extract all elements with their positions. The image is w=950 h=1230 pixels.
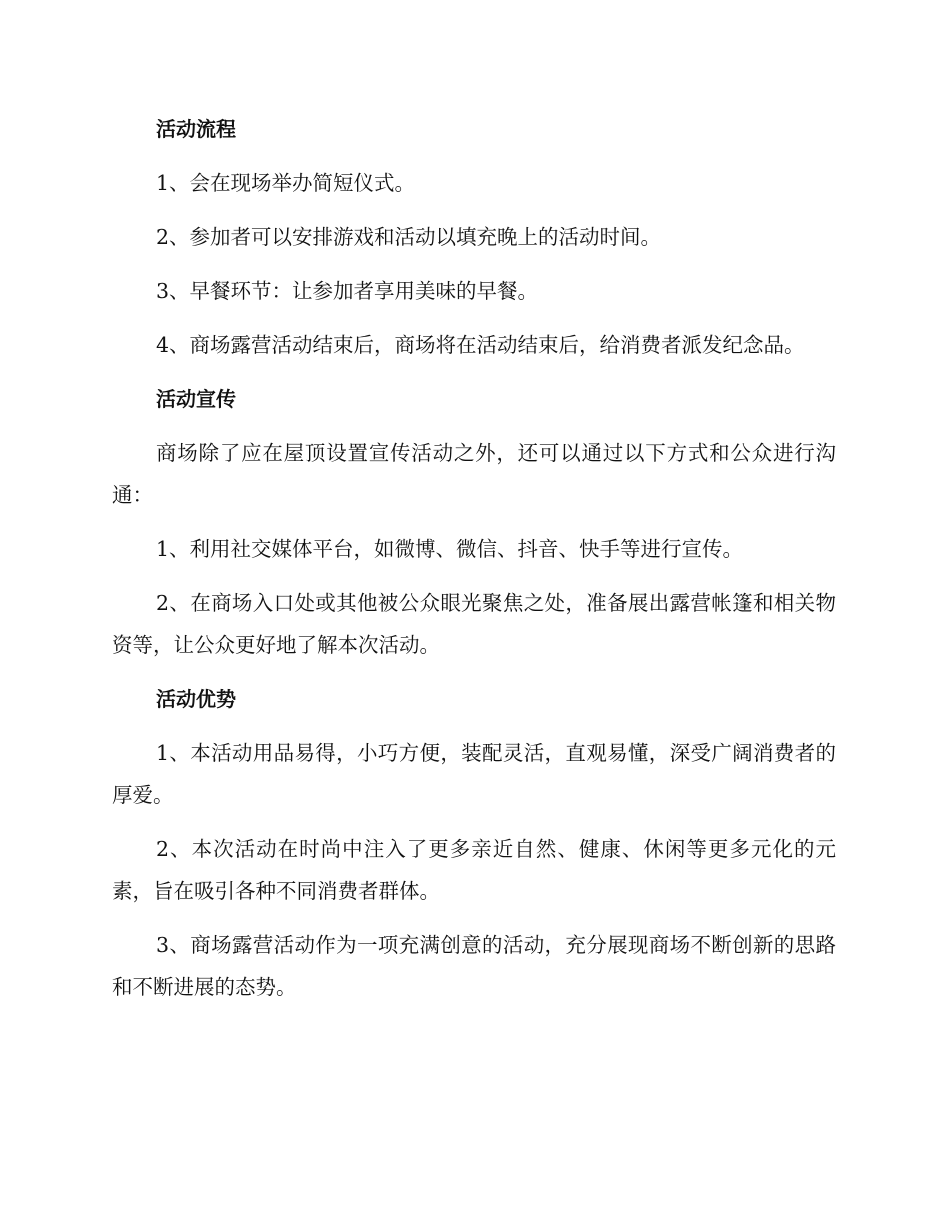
paragraph: 3、商场露营活动作为一项充满创意的活动，充分展现商场不断创新的思路和不断进展的态势。 <box>112 933 836 999</box>
paragraph: 2、参加者可以安排游戏和活动以填充晚上的活动时间。 <box>156 225 662 249</box>
section-process <box>112 108 836 366</box>
document-page <box>112 108 836 1020</box>
paragraph: 2、在商场入口处或其他被公众眼光聚焦之处，准备展出露营帐篷和相关物资等，让公众更好地了解本次活动。 <box>112 591 836 657</box>
paragraph: 4、商场露营活动结束后，商场将在活动结束后，给消费者派发纪念品。 <box>156 333 805 357</box>
paragraph: 2、本次活动在时尚中注入了更多亲近自然、健康、休闲等更多元化的元素，旨在吸引各种不同消费者群体。 <box>112 837 836 903</box>
paragraph: 3、早餐环节：让参加者享用美味的早餐。 <box>156 279 539 303</box>
section-promotion <box>112 378 836 666</box>
paragraph: 1、会在现场举办简短仪式。 <box>156 171 416 195</box>
paragraph: 1、利用社交媒体平台，如微博、微信、抖音、快手等进行宣传。 <box>156 537 744 561</box>
section-heading: 活动流程 <box>156 117 236 141</box>
section-heading: 活动优势 <box>156 687 236 711</box>
section-heading: 活动宣传 <box>156 387 236 411</box>
section-advantages <box>112 678 836 1008</box>
paragraph: 商场除了应在屋顶设置宣传活动之外，还可以通过以下方式和公众进行沟通： <box>112 441 836 507</box>
paragraph: 1、本活动用品易得，小巧方便，装配灵活，直观易懂，深受广阔消费者的厚爱。 <box>112 741 836 807</box>
